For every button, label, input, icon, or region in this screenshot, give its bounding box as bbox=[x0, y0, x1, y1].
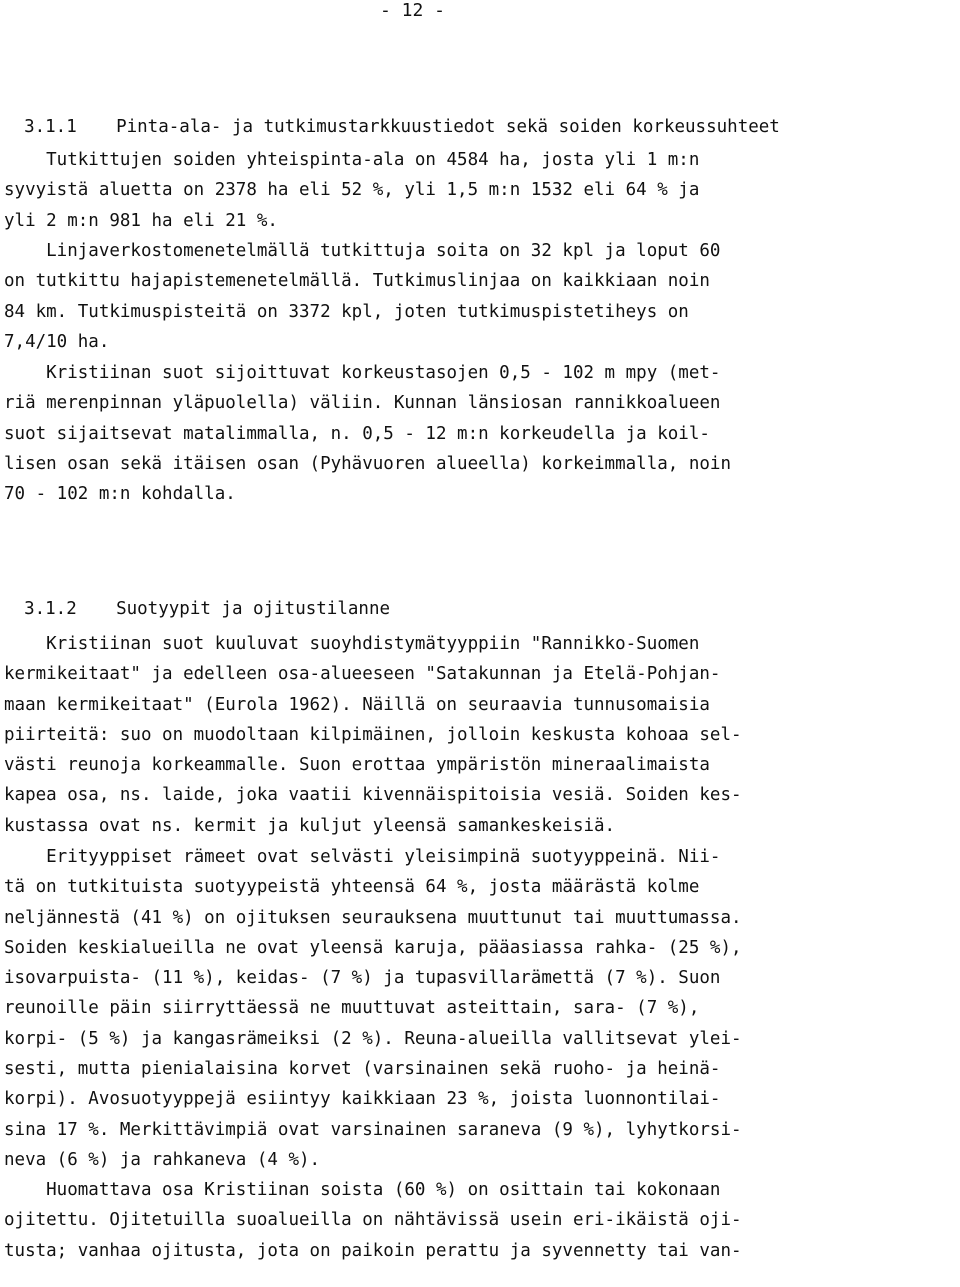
text-line: piirteitä: suo on muodoltaan kilpimäinen, jolloin keskusta kohoaa sel- bbox=[4, 724, 742, 745]
text-line: isovarpuista- (11 %), keidas- (7 %) ja tupasvillarämettä (7 %). Suon bbox=[4, 968, 721, 989]
text-line: 7,4/10 ha. bbox=[4, 331, 110, 352]
text-line: maan kermikeitaat" (Eurola 1962). Näillä on seuraavia tunnusomaisia bbox=[4, 694, 710, 715]
section-heading-3-1-1 bbox=[3, 88, 780, 137]
text-line: Soiden keskialueilla ne ovat yleensä karuja, pääasiassa rahka- (25 %), bbox=[4, 937, 742, 958]
text-line: ojitettu. Ojitetuilla suoalueilla on nähtävissä usein eri-ikäistä oji- bbox=[4, 1210, 742, 1231]
text-line: kapea osa, ns. laide, joka vaatii kivennäispitoisia vesiä. Soiden kes- bbox=[4, 785, 742, 806]
text-line: 70 - 102 m:n kohdalla. bbox=[4, 484, 236, 505]
text-line: Tutkittujen soiden yhteispinta-ala on 4584 ha, josta yli 1 m:n bbox=[4, 150, 700, 170]
text-line: 84 km. Tutkimuspisteitä on 3372 kpl, joten tutkimuspistetiheys on bbox=[4, 301, 689, 322]
paragraph-area-total bbox=[4, 145, 954, 236]
text-line: riä merenpinnan yläpuolella) väliin. Kunnan länsiosan rannikkoalueen bbox=[4, 393, 721, 414]
paragraph-drainage bbox=[4, 1175, 954, 1266]
paragraph-elevation bbox=[4, 358, 954, 509]
section-number: 3.1.2 bbox=[24, 599, 77, 619]
text-line: lisen osan sekä itäisen osan (Pyhävuoren alueella) korkeimmalla, noin bbox=[4, 453, 731, 474]
text-line: neva (6 %) ja rahkaneva (4 %). bbox=[4, 1149, 321, 1170]
page-number: - 12 - bbox=[380, 0, 446, 21]
text-line: kustassa ovat ns. kermit ja kuljut yleensä samankeskeisiä. bbox=[4, 815, 616, 836]
paragraph-bog-complex bbox=[4, 629, 954, 841]
text-line: yli 2 m:n 981 ha eli 21 %. bbox=[4, 210, 278, 231]
text-line: Huomattava osa Kristiinan soista (60 %) on osittain tai kokonaan bbox=[4, 1180, 721, 1200]
text-line: Kristiinan suot kuuluvat suoyhdistymätyyppiin "Rannikko-Suomen bbox=[4, 634, 700, 654]
text-line: tä on tutkituista suotyypeistä yhteensä 64 %, josta määrästä kolme bbox=[4, 877, 700, 898]
text-line: suot sijaitsevat matalimmalla, n. 0,5 - 12 m:n korkeudella ja koil- bbox=[4, 423, 710, 444]
text-line: Erityyppiset rämeet ovat selvästi yleisimpinä suotyyppeinä. Nii- bbox=[4, 847, 721, 867]
text-line: sesti, mutta pienialaisina korvet (varsinainen sekä ruoho- ja heinä- bbox=[4, 1059, 721, 1080]
text-line: neljännestä (41 %) on ojituksen seurauksena muuttunut tai muuttumassa. bbox=[4, 907, 742, 928]
text-line: tusta; vanhaa ojitusta, jota on paikoin perattu ja syvennetty tai van- bbox=[4, 1240, 742, 1261]
paragraph-mire-types bbox=[4, 842, 954, 1175]
section-heading-3-1-2 bbox=[3, 570, 391, 619]
text-line: kermikeitaat" ja edelleen osa-alueeseen "Satakunnan ja Etelä-Pohjan- bbox=[4, 664, 721, 685]
text-line: västi reunoja korkeammalle. Suon erottaa ympäristön mineraalimaista bbox=[4, 755, 710, 776]
text-line: reunoille päin siirryttäessä ne muuttuvat asteittain, sara- (7 %), bbox=[4, 998, 700, 1019]
text-line: korpi). Avosuotyyppejä esiintyy kaikkiaan 23 %, joista luonnontilai- bbox=[4, 1089, 721, 1110]
paragraph-survey-method bbox=[4, 236, 954, 357]
text-line: Kristiinan suot sijoittuvat korkeustasojen 0,5 - 102 m mpy (met- bbox=[4, 363, 721, 383]
section-title: Pinta-ala- ja tutkimustarkkuustiedot sekä soiden korkeussuhteet bbox=[116, 117, 780, 137]
text-line: Linjaverkostomenetelmällä tutkittuja soita on 32 kpl ja loput 60 bbox=[4, 241, 721, 261]
text-line: sina 17 %. Merkittävimpiä ovat varsinainen saraneva (9 %), lyhytkorsi- bbox=[4, 1119, 742, 1140]
text-line: korpi- (5 %) ja kangasrämeiksi (2 %). Reuna-alueilla vallitsevat ylei- bbox=[4, 1028, 742, 1049]
text-line: syvyistä aluetta on 2378 ha eli 52 %, yli 1,5 m:n 1532 eli 64 % ja bbox=[4, 180, 700, 201]
section-title: Suotyypit ja ojitustilanne bbox=[116, 599, 391, 619]
section-number: 3.1.1 bbox=[24, 117, 77, 137]
text-line: on tutkittu hajapistemenetelmällä. Tutkimuslinjaa on kaikkiaan noin bbox=[4, 271, 710, 292]
